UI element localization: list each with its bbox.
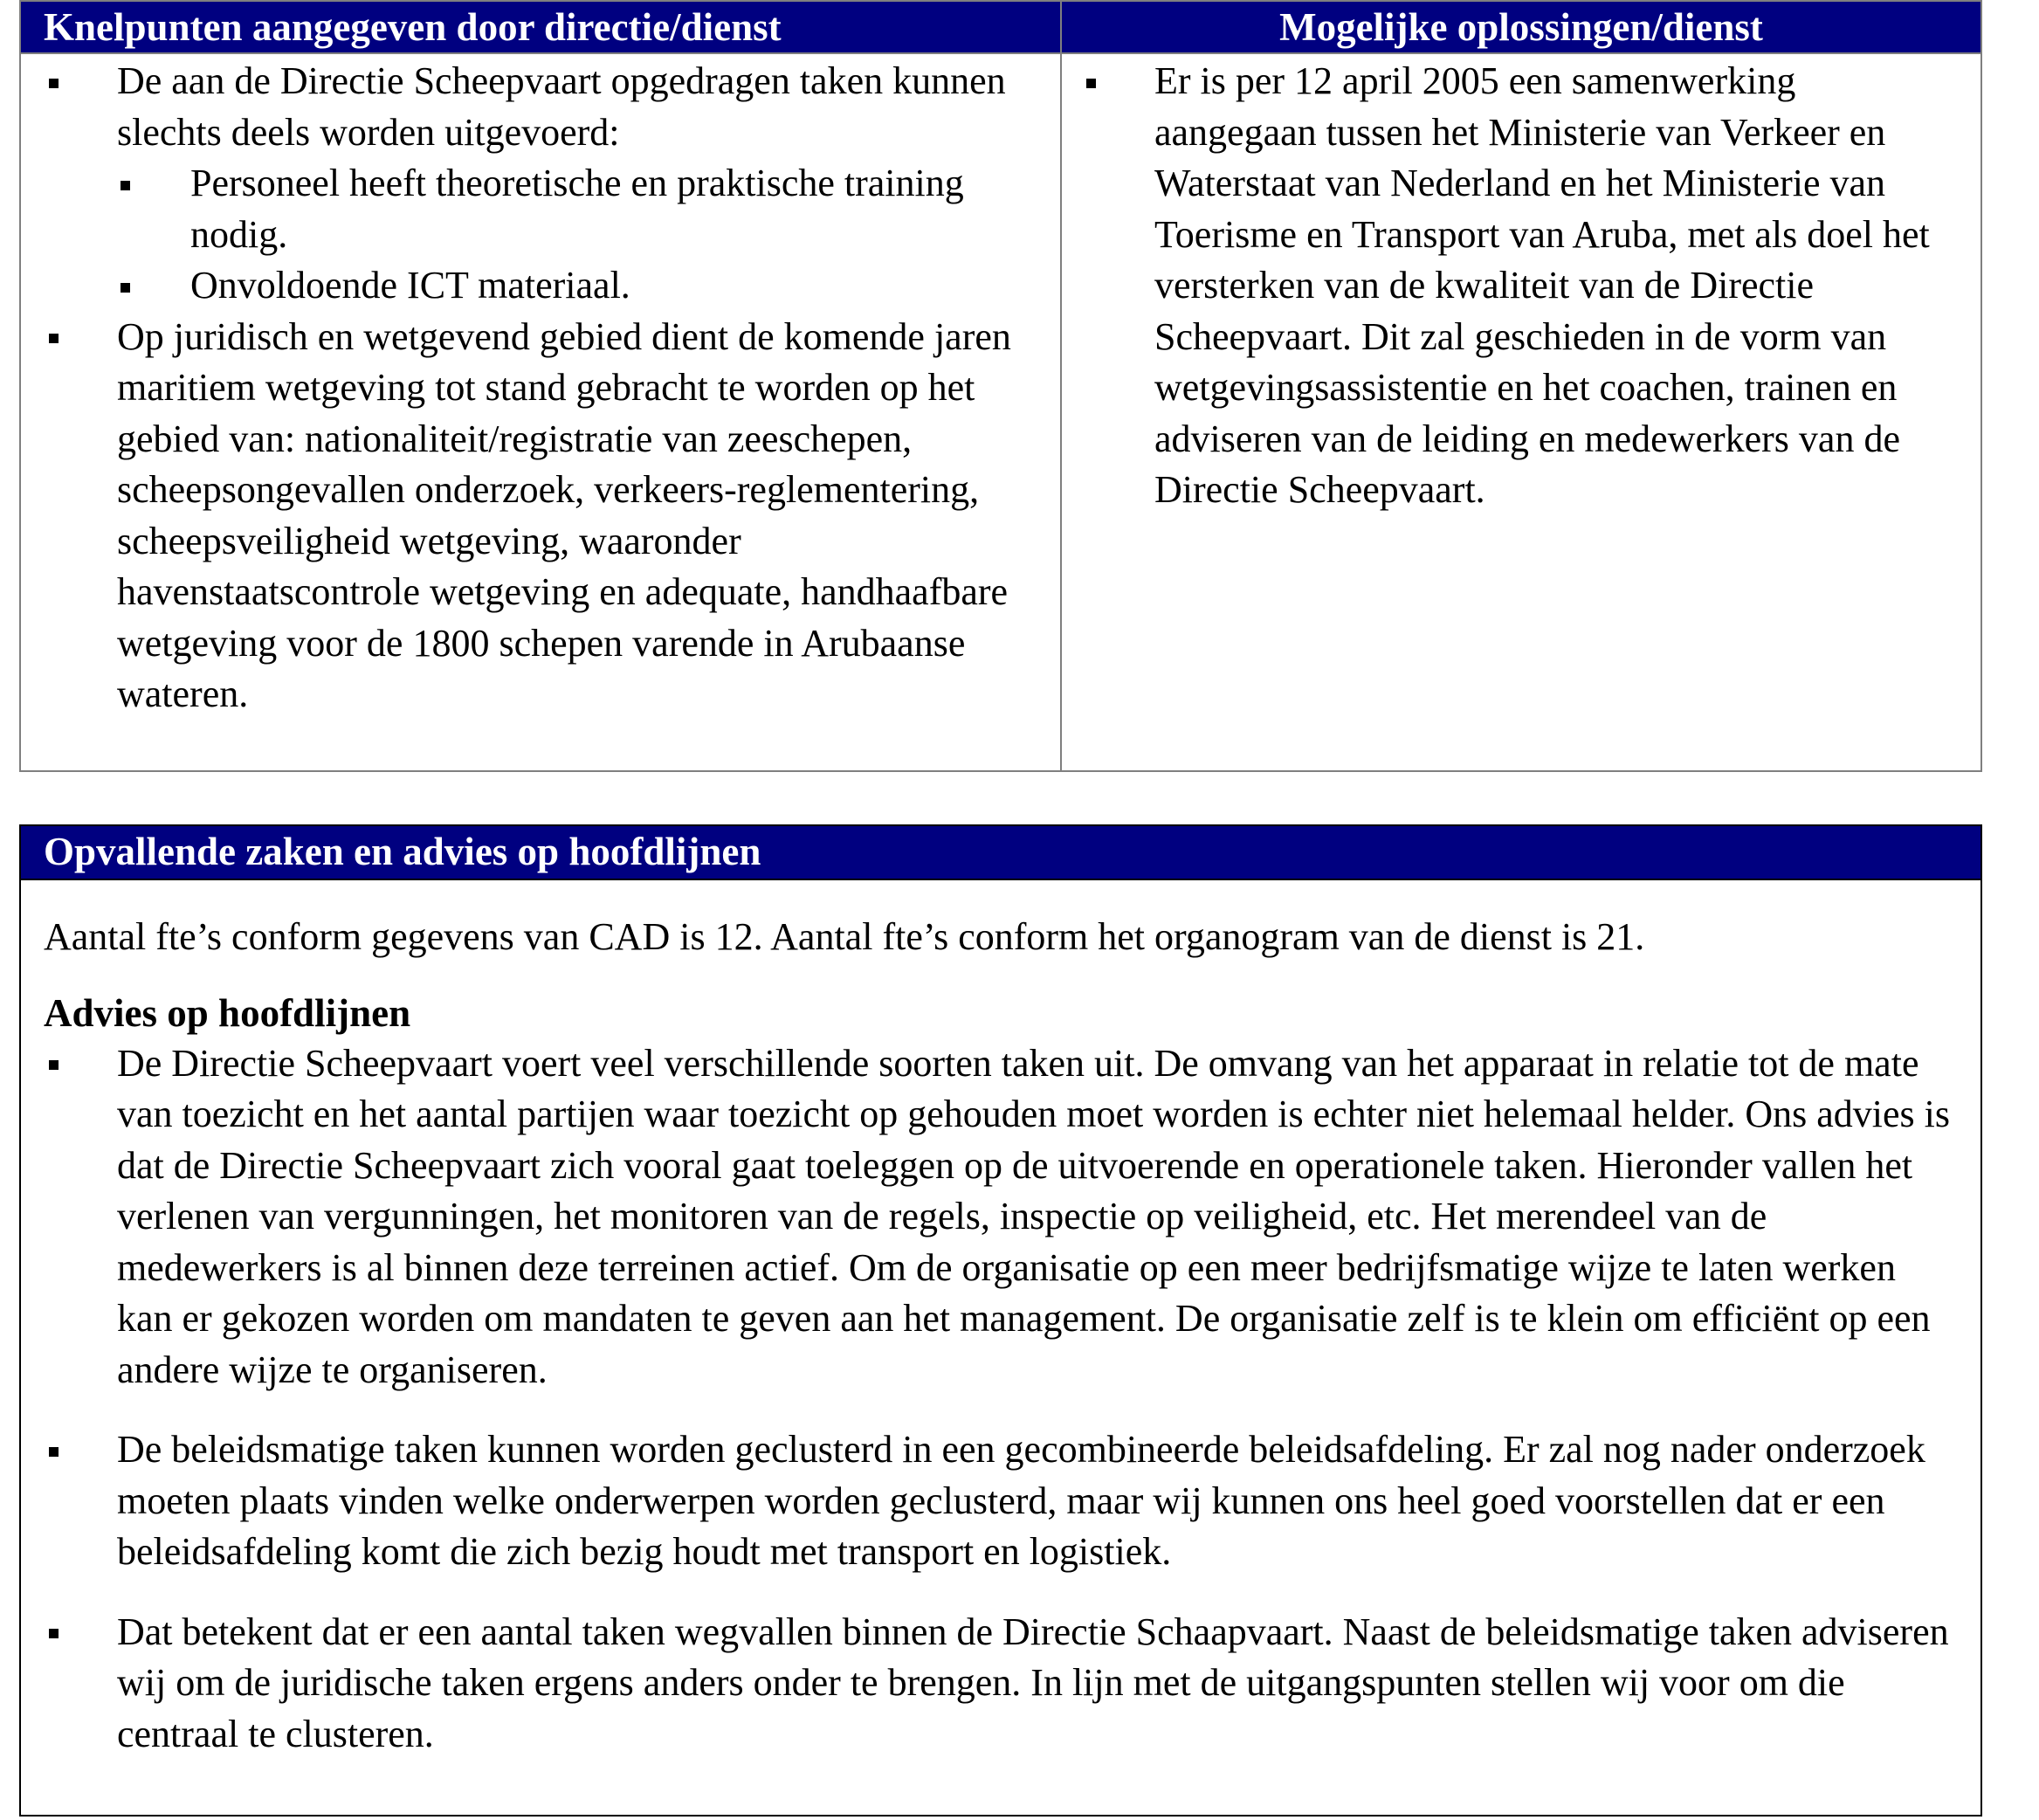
- oplossingen-column: [1062, 2, 1980, 770]
- fte-summary: Aantal fte’s conform gegevens van CAD is 12. Aantal fte’s conform het organogram van de dienst is 21.: [44, 915, 1645, 958]
- advice-box: [19, 824, 1982, 1817]
- oplossingen-header: Mogelijke oplossingen/dienst: [1062, 2, 1980, 54]
- sub-list-item: [117, 158, 1034, 260]
- list-item-text: Er is per 12 april 2005 een samenwerking aangegaan tussen het Ministerie van Verkeer en Waterstaat van Nederland en het Ministerie van Toerisme en Transport van Aruba, met als doel het versterken van de kwaliteit van de Directie Scheepvaart. Dit zal geschieden in de vorm van wetgevingsassistentie en het coachen, trainen en adviseren van de leiding en medewerkers van de Directie Scheepvaart.: [1154, 59, 1930, 511]
- list-item-text: De beleidsmatige taken kunnen worden geclusterd in een gecombineerde beleidsafdeling. Er zal nog nader onderzoek moeten plaats vinden welke onderwerpen worden geclusterd, maar wij kunnen ons heel goed voorstellen dat er een beleidsafdeling komt die zich bezig houdt met transport en logistiek.: [117, 1428, 1925, 1573]
- sub-list-item: [117, 260, 1034, 312]
- sub-list-item-text: Personeel heeft theoretische en praktische training nodig.: [190, 162, 964, 256]
- list-item-text: De Directie Scheepvaart voert veel verschillende soorten taken uit. De omvang van het apparaat in relatie tot de mate van toezicht en het aantal partijen waar toezicht op gehouden moet worden is echter niet helemaal helder. Ons advies is dat de Directie Scheepvaart zich vooral gaat toeleggen op de uitvoerende en operationele taken. Hieronder vallen het verlenen van vergunningen, het monitoren van de regels, inspectie op veiligheid, etc. Het merendeel van de medewerkers is al binnen deze terreinen actief. Om de organisatie op een meer bedrijfsmatige wijze te laten werken kan er gekozen worden om mandaten te geven aan het management. De organisatie zelf is te klein om efficiënt op een andere wijze te organiseren.: [117, 1041, 1950, 1391]
- list-item: [21, 56, 1034, 312]
- advice-box-header: Opvallende zaken en advies op hoofdlijnen: [21, 826, 1980, 880]
- square-bullet-icon: [121, 158, 130, 210]
- advice-list: [21, 1038, 1980, 1761]
- square-bullet-icon: [121, 260, 130, 312]
- list-item: [21, 1424, 1960, 1578]
- list-item-text: De aan de Directie Scheepvaart opgedragen taken kunnen slechts deels worden uitgevoerd:: [117, 59, 1006, 154]
- knelpunten-column: [21, 2, 1062, 770]
- knelpunten-list: [21, 56, 1034, 720]
- knelpunten-header: Knelpunten aangegeven door directie/dienst: [21, 2, 1060, 54]
- list-item: [21, 1038, 1960, 1396]
- oplossingen-list: [1062, 56, 1963, 516]
- sub-list-item-text: Onvoldoende ICT materiaal.: [190, 264, 630, 307]
- list-item-text: Op juridisch en wetgevend gebied dient de komende jaren maritiem wetgeving tot stand gebracht te worden op het gebied van: nationaliteit/registratie van zeeschepen, scheepsongevallen onderzoek, verkeers-reglementering, scheepsveiligheid wetgeving, waaronder havenstaatscontrole wetgeving en adequate, handhaafbare wetgeving voor de 1800 schepen varende in Arubaanse wateren.: [117, 314, 1011, 715]
- square-bullet-icon: [1086, 56, 1096, 107]
- square-bullet-icon: [49, 1038, 59, 1090]
- square-bullet-icon: [49, 312, 59, 363]
- square-bullet-icon: [49, 56, 59, 107]
- advice-heading: Advies op hoofdlijnen: [44, 990, 411, 1035]
- list-item: [21, 312, 1034, 720]
- knelpunten-sublist: [117, 158, 1034, 312]
- square-bullet-icon: [49, 1607, 59, 1658]
- square-bullet-icon: [49, 1424, 59, 1476]
- knelpunten-table: [19, 0, 1982, 772]
- list-item-text: Dat betekent dat er een aantal taken wegvallen binnen de Directie Schaapvaart. Naast de beleidsmatige taken adviseren wij om de juridische taken ergens anders onder te brengen. In lijn met de uitgangspunten stellen wij voor om die centraal te clusteren.: [117, 1610, 1949, 1755]
- list-item: [21, 1607, 1960, 1761]
- list-item: [1062, 56, 1963, 516]
